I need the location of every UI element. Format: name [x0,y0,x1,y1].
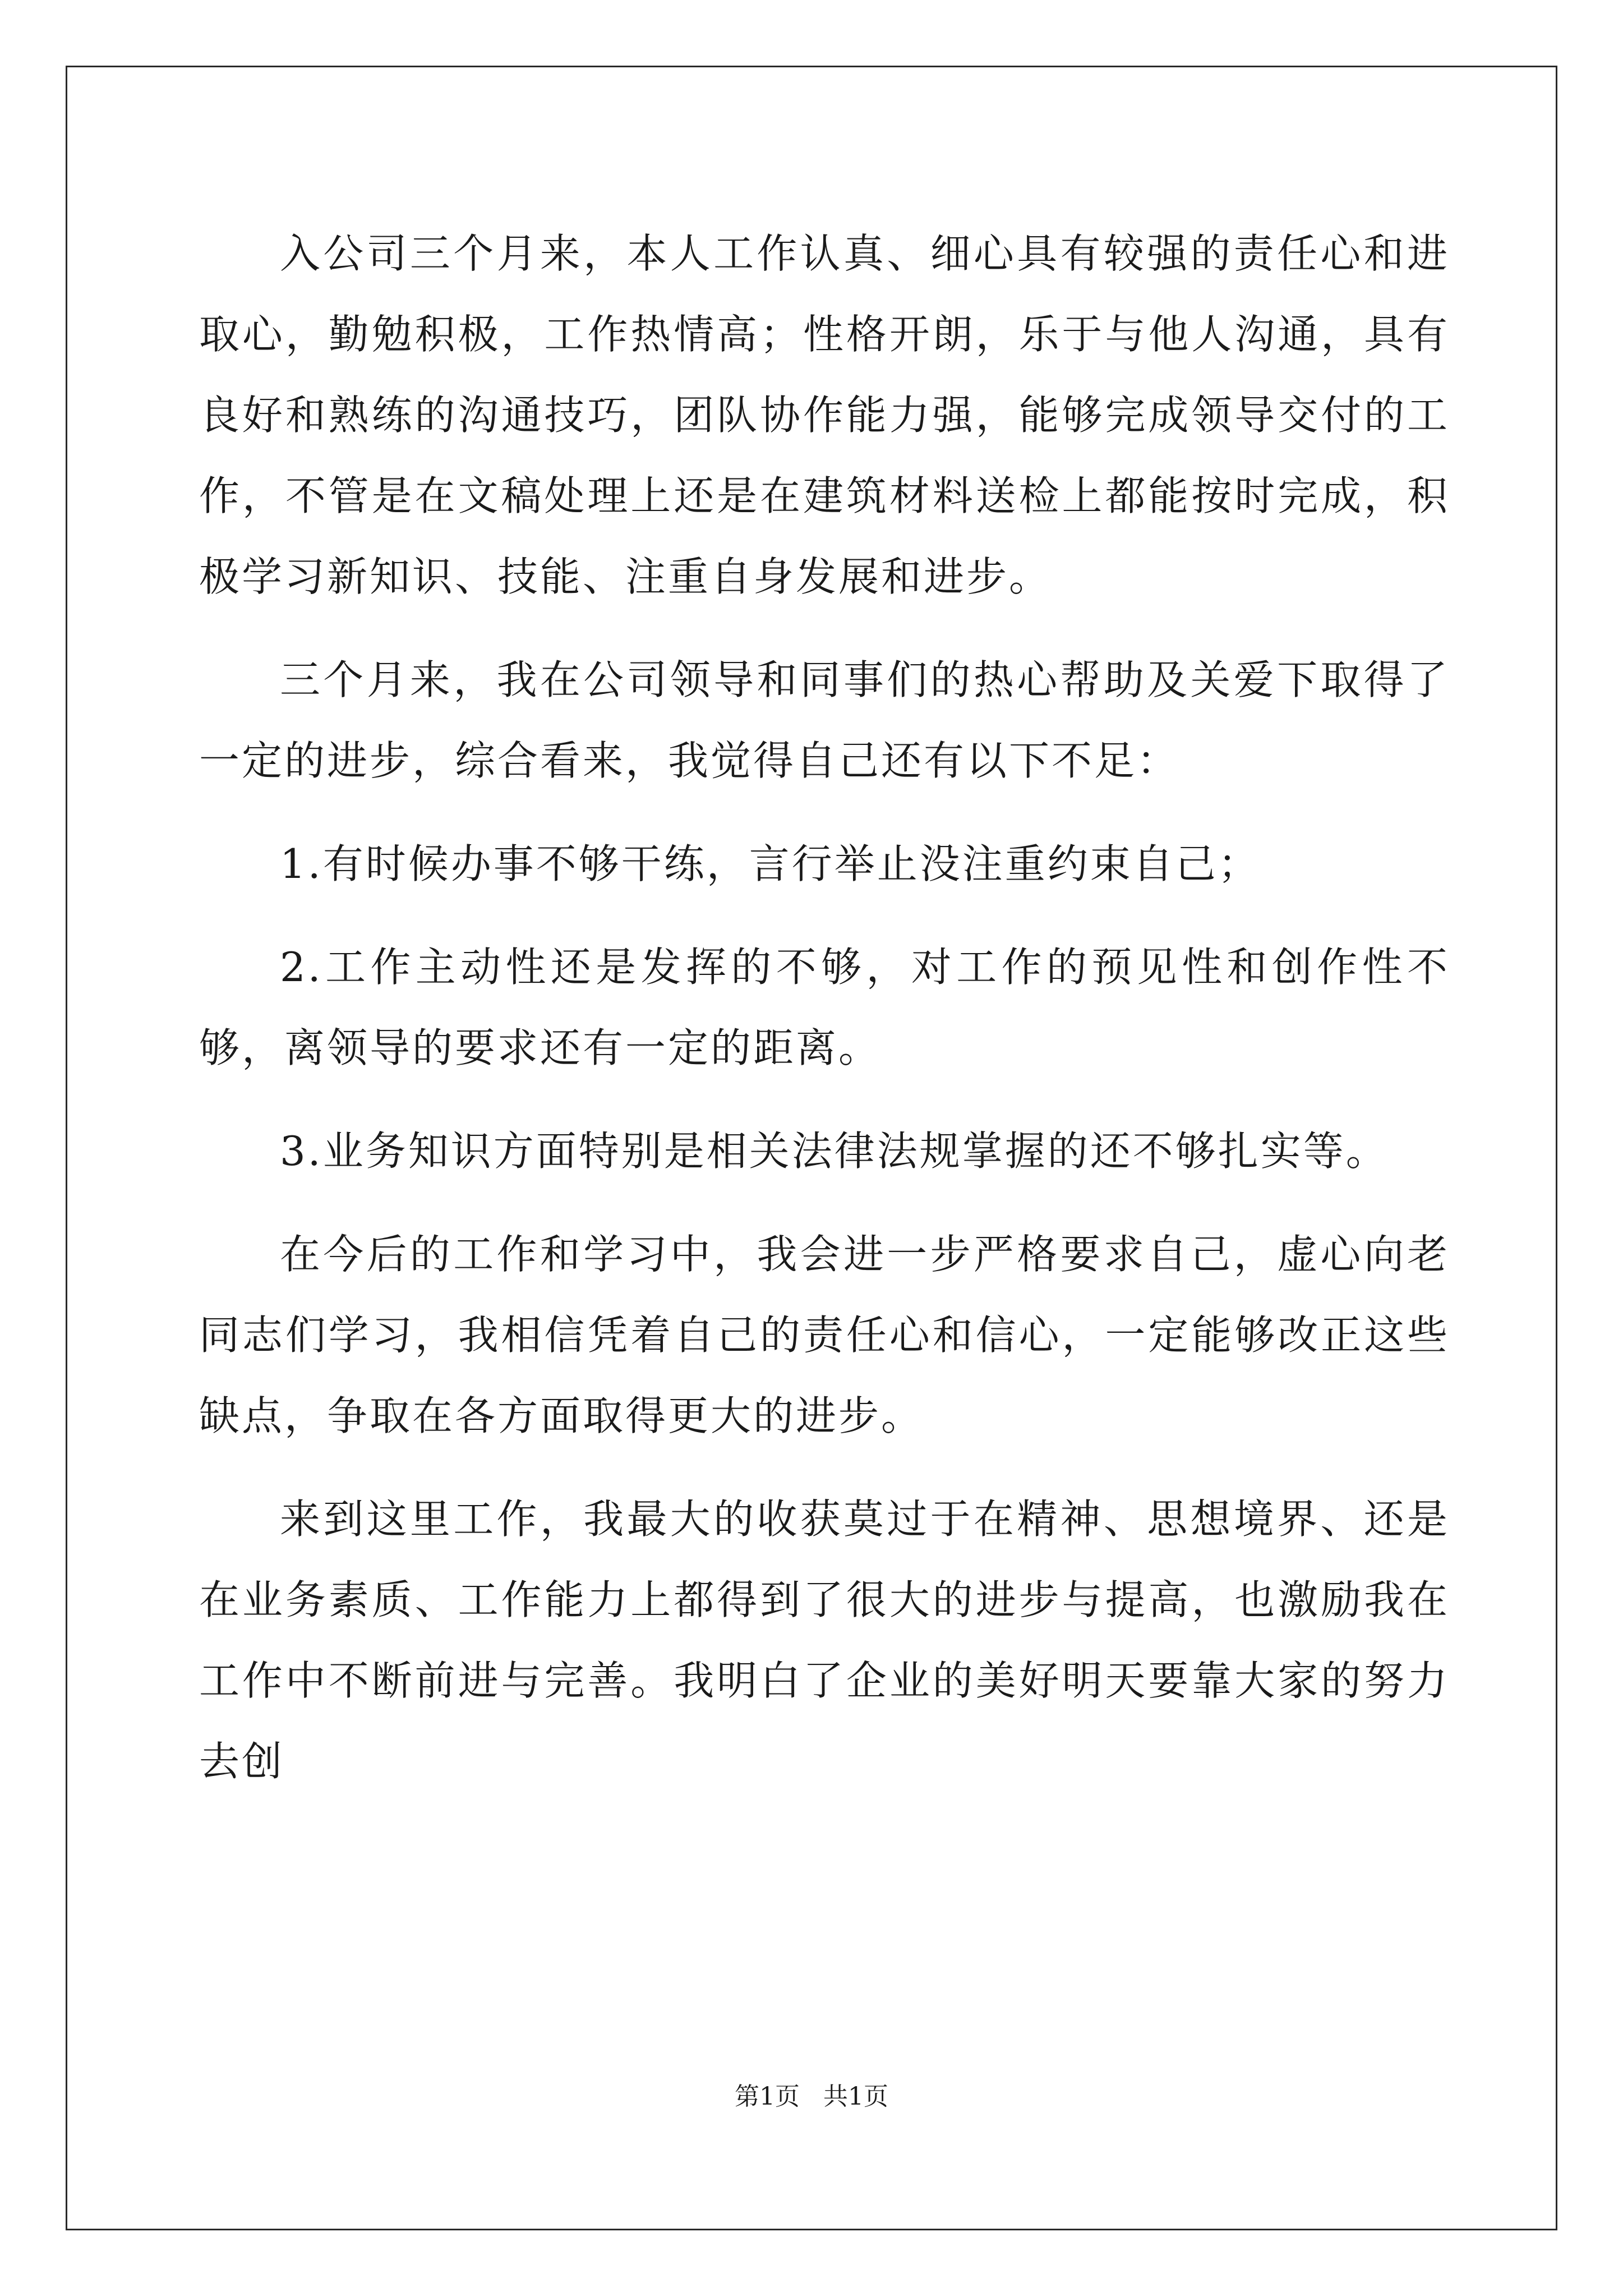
paragraph: 在今后的工作和学习中，我会进一步严格要求自己，虚心向老同志们学习，我相信凭着自己的责任心和信心，一定能够改正这些缺点，争取在各方面取得更大的进步。 [199,1231,1450,1439]
list-item: 1.有时候办事不够干练，言行举止没注重约束自己； [280,840,1261,887]
list-item: 3.业务知识方面特别是相关法律法规掌握的还不够扎实等。 [280,1128,1389,1175]
page-footer [0,2080,1623,2114]
paragraph: 入公司三个月来，本人工作认真、细心具有较强的责任心和进取心，勤勉积极，工作热情高；性格开朗，乐于与他人沟通，具有良好和熟练的沟通技巧，团队协作能力强，能够完成领导交付的工作，不管是在文稿处理上还是在建筑材料送检上都能按时完成，积极学习新知识、技能、注重自身发展和进步。 [199,230,1450,600]
page-number: 第1页 [735,2082,800,2111]
list-item: 2.工作主动性还是发挥的不够，对工作的预见性和创作性不够，离领导的要求还有一定的距离。 [199,944,1450,1071]
paragraph: 三个月来，我在公司领导和同事们的热心帮助及关爱下取得了一定的进步，综合看来，我觉得自己还有以下不足： [199,656,1450,784]
document-body [199,213,1450,1802]
paragraph: 来到这里工作，我最大的收获莫过于在精神、思想境界、还是在业务素质、工作能力上都得到了很大的进步与提高，也激励我在工作中不断前进与完善。我明白了企业的美好明天要靠大家的努力去创 [199,1496,1450,1785]
page-total: 共1页 [823,2082,888,2111]
